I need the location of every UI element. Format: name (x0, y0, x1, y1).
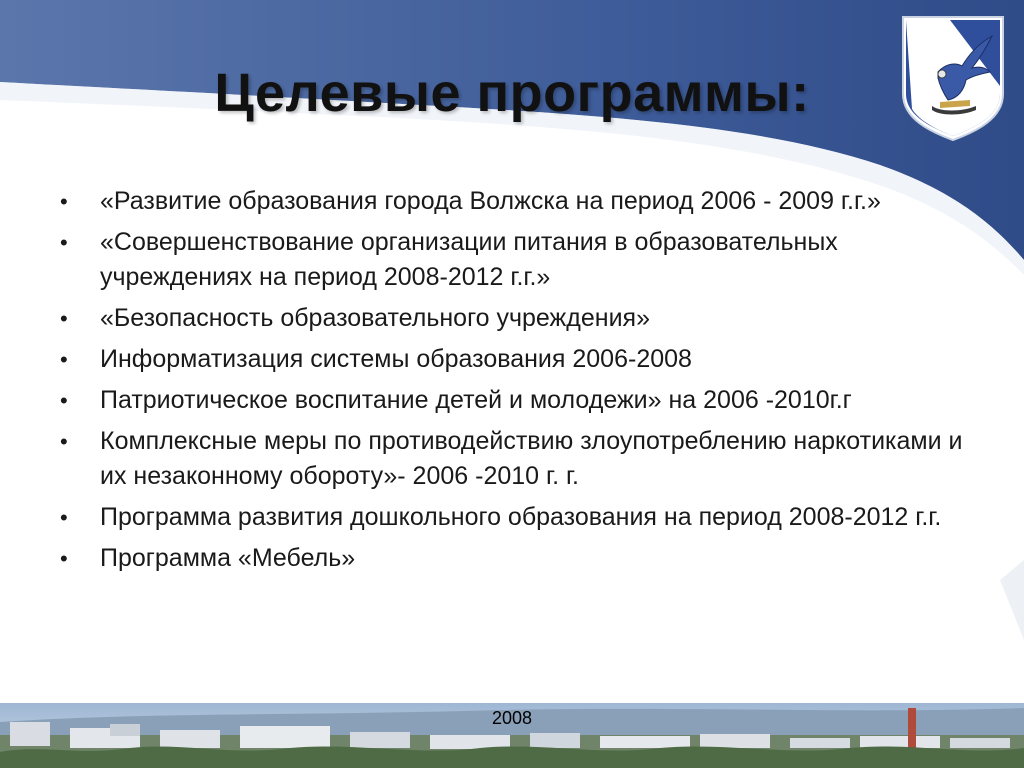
bullet-icon: • (60, 347, 68, 372)
list-item-text: Комплексные меры по противодействию злоупотреблению наркотиками и их незаконному обороту»- 2006 -2010 г. г. (100, 427, 963, 490)
list-item-text: «Совершенствование организации питания в образовательных учреждениях на период 2008-2012 г.г.» (100, 228, 838, 291)
list-item (60, 301, 970, 336)
bullet-icon: • (60, 505, 68, 530)
bullet-icon: • (60, 306, 68, 331)
bullet-icon: • (60, 546, 68, 571)
list-item-text: «Безопасность образовательного учреждения» (100, 304, 650, 332)
list-item-text: «Развитие образования города Волжска на период 2006 - 2009 г.г.» (100, 187, 881, 215)
list-item (60, 342, 970, 377)
list-item (60, 225, 970, 295)
list-item (60, 383, 970, 418)
list-item-text: Программа развития дошкольного образования на период 2008-2012 г.г. (100, 503, 942, 531)
bullet-icon: • (60, 429, 68, 454)
list-item-text: Патриотическое воспитание детей и молодежи» на 2006 -2010г.г (100, 386, 852, 414)
list-item (60, 424, 970, 494)
program-list (60, 184, 970, 576)
list-item (60, 184, 970, 219)
bullet-icon: • (60, 230, 68, 255)
list-item-text: Информатизация системы образования 2006-2008 (100, 345, 692, 373)
bullet-content (60, 184, 970, 582)
list-item-text: Программа «Мебель» (100, 544, 356, 572)
slide-title: Целевые программы: (214, 63, 810, 123)
footer-year: 2008 (491, 708, 533, 728)
bullet-icon: • (60, 388, 68, 413)
list-item (60, 541, 970, 576)
list-item (60, 500, 970, 535)
bullet-icon: • (60, 189, 68, 214)
